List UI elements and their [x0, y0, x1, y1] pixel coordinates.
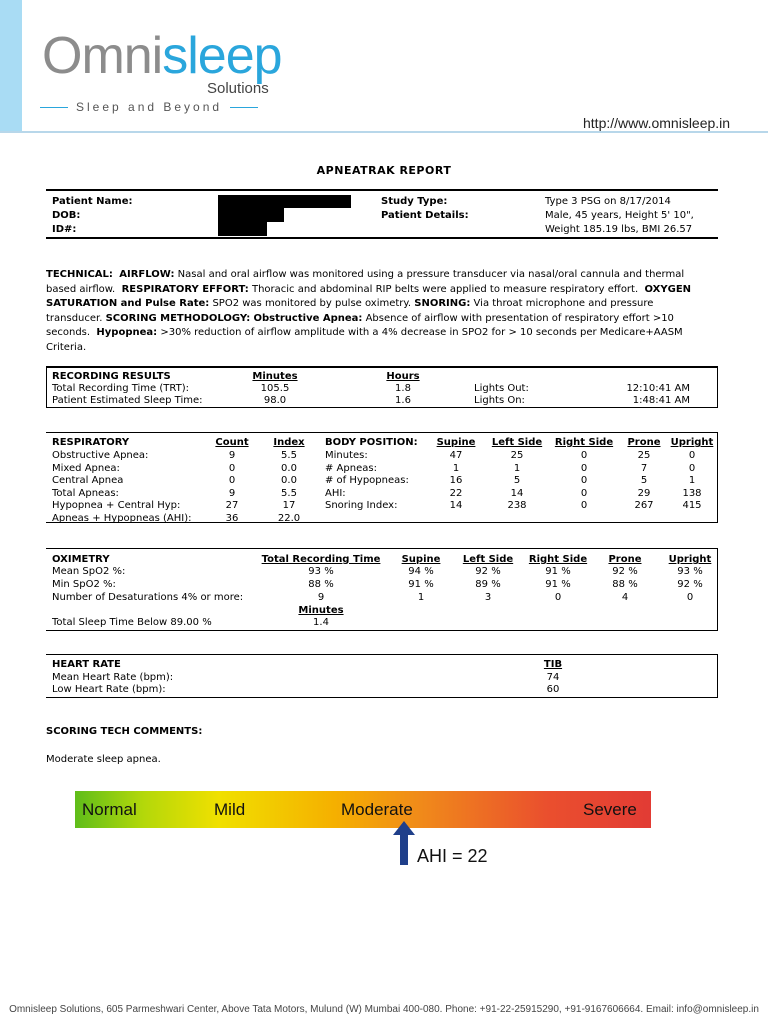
- logo-solutions: Solutions: [207, 80, 269, 97]
- body-position-col-header: Upright: [670, 437, 714, 448]
- header-divider: [0, 131, 768, 133]
- obstructive-text-cont: seconds.: [46, 327, 91, 338]
- ahi-label: AHI = 22: [417, 846, 488, 866]
- tagline-text: Sleep and Beyond: [76, 100, 223, 114]
- tib-header: TIB: [543, 659, 563, 670]
- respiratory-row-index: 0.0: [281, 462, 297, 474]
- oximetry-col-header: Total Recording Time: [261, 554, 381, 565]
- respiratory-header: RESPIRATORY: [52, 437, 130, 448]
- effort-text: Thoracic and abdominal RIP belts were applied to measure respiratory effort.: [248, 283, 639, 295]
- comments-text: Moderate sleep apnea.: [46, 754, 161, 765]
- dob-label: DOB:: [52, 210, 81, 221]
- saturation-text: SPO2 was monitored by pulse oximetry.: [209, 298, 412, 309]
- recording-row-minutes: 105.5: [260, 383, 290, 394]
- airflow-heading: AIRFLOW:: [119, 269, 175, 280]
- body-position-cell: 1: [513, 462, 521, 474]
- respiratory-row-index: 5.5: [281, 487, 297, 499]
- recording-minutes-header: Minutes: [252, 371, 298, 382]
- body-position-cell: 5: [513, 475, 521, 486]
- airflow-text: Nasal and oral airflow was monitored using a pressure transducer via nasal/oral cannula and thermal: [174, 269, 685, 280]
- study-type-value: Type 3 PSG on 8/17/2014: [545, 196, 671, 207]
- obstructive-text: Absence of airflow with presentation of respiratory effort >10: [362, 312, 674, 324]
- oxi-bottom-rule: [46, 630, 718, 631]
- body-position-cell: 0: [580, 450, 588, 461]
- hypopnea-text: >30% reduction of airflow amplitude with a 4% decrease in SPO2 for > 10 seconds per Medicare+AASM: [157, 327, 683, 338]
- body-position-cell: 16: [449, 475, 463, 486]
- respiratory-row-index: 17: [282, 500, 296, 511]
- body-position-cell: 1: [688, 475, 696, 486]
- body-position-cell: 1: [452, 462, 460, 474]
- heart-rate-header: HEART RATE: [52, 659, 121, 670]
- sleep-below-value: 1.4: [313, 617, 329, 628]
- snoring-text-cont: transducer.: [46, 312, 103, 324]
- body-position-row-label: Snoring Index:: [325, 500, 398, 511]
- id-label: ID#:: [52, 224, 77, 235]
- oximetry-cell: 91 %: [545, 579, 571, 590]
- recording-top-rule: [46, 366, 718, 368]
- hr-bottom-rule: [46, 697, 718, 698]
- patient-name-label: Patient Name:: [52, 196, 133, 207]
- comments-header: SCORING TECH COMMENTS:: [46, 726, 203, 737]
- patient-details-line1: Male, 45 years, Height 5' 10",: [545, 210, 694, 221]
- respiratory-row-index: 5.5: [281, 450, 297, 461]
- saturation-heading: SATURATION and Pulse Rate:: [46, 298, 210, 309]
- lights-out-value: 12:10:41 AM: [626, 383, 690, 394]
- body-position-cell: 138: [682, 487, 702, 499]
- respiratory-row-label: Total Apneas:: [52, 487, 119, 499]
- patient-top-rule: [46, 189, 718, 191]
- mean-hr-value: 74: [546, 672, 560, 683]
- respiratory-row-count: 9: [228, 450, 236, 461]
- hypopnea-heading: Hypopnea:: [96, 327, 158, 338]
- recording-row-label: Total Recording Time (TRT):: [52, 383, 189, 394]
- oximetry-cell: 4: [621, 592, 629, 603]
- oximetry-cell: 93 %: [677, 566, 703, 577]
- ahi-arrow-icon: [393, 821, 415, 865]
- effort-heading: RESPIRATORY EFFORT:: [121, 283, 249, 295]
- oximetry-col-header: Left Side: [462, 554, 514, 565]
- body-position-cell: 238: [507, 500, 527, 511]
- recording-right-rule: [717, 366, 718, 408]
- recording-hours-header: Hours: [386, 371, 420, 382]
- respiratory-row-count: 27: [225, 500, 239, 511]
- body-position-cell: 7: [640, 462, 648, 474]
- patient-details-label: Patient Details:: [381, 210, 469, 221]
- body-position-col-header: Supine: [436, 437, 476, 448]
- oximetry-col-header: Prone: [608, 554, 642, 565]
- low-hr-value: 60: [546, 684, 560, 695]
- oximetry-cell: 93 %: [308, 566, 334, 577]
- body-position-cell: 25: [637, 450, 651, 461]
- tagline: [40, 100, 258, 114]
- tech-line: [46, 297, 718, 312]
- respiratory-row-count: 0: [228, 475, 236, 486]
- footer-contact: Omnisleep Solutions, 605 Parmeshwari Center, Above Tata Motors, Mulund (W) Mumbai 400-080. Phone: +91-22-25915290, +91-9167606664. Email: info@omnisleep.in: [9, 1004, 759, 1015]
- resp-top-rule: [46, 432, 718, 433]
- redacted-id: [218, 222, 267, 236]
- oximetry-cell: 92 %: [475, 566, 501, 577]
- oximetry-cell: 0: [554, 592, 562, 603]
- body-position-col-header: Right Side: [554, 437, 614, 448]
- technical-paragraph: [46, 268, 718, 355]
- body-position-cell: 0: [580, 475, 588, 486]
- scale-label-severe: Severe: [583, 800, 637, 819]
- obstructive-heading: Obstructive Apnea:: [253, 312, 363, 324]
- recording-header: RECORDING RESULTS: [52, 371, 171, 382]
- oximetry-cell: 94 %: [408, 566, 434, 577]
- oximetry-row-label: Number of Desaturations 4% or more:: [52, 592, 244, 603]
- recording-left-rule: [46, 366, 47, 408]
- body-position-cell: 0: [580, 500, 588, 511]
- scale-label-mild: Mild: [214, 800, 246, 819]
- company-logo: [42, 27, 282, 85]
- body-position-cell: 0: [580, 462, 588, 474]
- body-position-col-header: Left Side: [491, 437, 543, 448]
- logo-text-omni: Omni: [42, 27, 163, 85]
- body-position-row-label: # of Hypopneas:: [325, 475, 409, 486]
- body-position-cell: 415: [682, 500, 702, 511]
- body-position-row-label: AHI:: [325, 487, 346, 499]
- body-position-cell: 14: [449, 500, 463, 511]
- scale-label-moderate: Moderate: [341, 800, 413, 819]
- oximetry-cell: 92 %: [612, 566, 638, 577]
- index-header: Index: [273, 437, 305, 448]
- oxi-top-rule: [46, 548, 718, 549]
- oximetry-cell: 88 %: [612, 579, 638, 590]
- body-position-cell: 47: [449, 450, 463, 461]
- recording-bottom-rule: [46, 407, 718, 408]
- oximetry-col-header: Supine: [401, 554, 441, 565]
- oxi-right-rule: [717, 548, 718, 631]
- snoring-heading: SNORING:: [414, 298, 471, 309]
- hypopnea-text-cont: Criteria.: [46, 341, 87, 353]
- hr-right-rule: [717, 654, 718, 698]
- lights-out-label: Lights Out:: [474, 383, 529, 394]
- scoring-heading: SCORING METHODOLOGY:: [105, 312, 251, 324]
- scale-label-normal: Normal: [82, 800, 137, 819]
- oximetry-cell: 3: [484, 592, 492, 603]
- body-position-header: BODY POSITION:: [325, 437, 418, 448]
- tech-line: [46, 283, 718, 298]
- oximetry-cell: 89 %: [475, 579, 501, 590]
- recording-row-hours: 1.8: [395, 383, 411, 394]
- oxi-minutes-header: Minutes: [298, 605, 344, 616]
- recording-row-hours: 1.6: [395, 395, 411, 406]
- respiratory-row-label: Central Apnea: [52, 475, 124, 486]
- oximetry-row-label: Min SpO2 %:: [52, 579, 116, 590]
- logo-text-sleep: sleep: [162, 27, 282, 85]
- resp-right-rule: [717, 432, 718, 523]
- tech-line: [46, 268, 718, 283]
- oximetry-cell: 92 %: [677, 579, 703, 590]
- oximetry-cell: 88 %: [308, 579, 334, 590]
- snoring-text: Via throat microphone and pressure: [470, 298, 654, 309]
- low-hr-label: Low Heart Rate (bpm):: [52, 684, 166, 695]
- respiratory-row-label: Mixed Apnea:: [52, 462, 120, 474]
- tech-line: [46, 312, 718, 327]
- oximetry-header: OXIMETRY: [52, 554, 110, 565]
- patient-bottom-rule: [46, 237, 718, 239]
- body-position-row-label: # Apneas:: [325, 462, 377, 474]
- mean-hr-label: Mean Heart Rate (bpm):: [52, 672, 174, 683]
- airflow-text-cont: based airflow.: [46, 283, 116, 295]
- sleep-below-label: Total Sleep Time Below 89.00 %: [52, 617, 212, 628]
- tech-heading: TECHNICAL:: [46, 269, 113, 280]
- body-position-cell: 5: [640, 475, 648, 486]
- body-position-cell: 14: [510, 487, 524, 499]
- respiratory-row-index: 22.0: [277, 512, 301, 524]
- body-position-cell: 22: [449, 487, 463, 499]
- body-position-cell: 0: [688, 462, 696, 474]
- hr-top-rule: [46, 654, 718, 655]
- respiratory-row-count: 9: [228, 487, 236, 499]
- severity-scale: [75, 791, 651, 828]
- tagline-rule-left: [40, 107, 68, 108]
- recording-row-minutes: 98.0: [263, 395, 287, 406]
- body-position-cell: 25: [510, 450, 524, 461]
- patient-details-line2: Weight 185.19 lbs, BMI 26.57: [545, 224, 693, 235]
- body-position-cell: 29: [637, 487, 651, 499]
- oximetry-cell: 0: [686, 592, 694, 603]
- oximetry-col-header: Right Side: [528, 554, 588, 565]
- oximetry-cell: 91 %: [408, 579, 434, 590]
- tagline-rule-right: [230, 107, 258, 108]
- report-title: APNEATRAK REPORT: [316, 164, 452, 177]
- respiratory-row-label: Apneas + Hypopneas (AHI):: [52, 512, 192, 524]
- header-accent-bar: [0, 0, 22, 132]
- respiratory-row-index: 0.0: [281, 475, 297, 486]
- website-link[interactable]: http://www.omnisleep.in: [583, 115, 731, 131]
- lights-on-value: 1:48:41 AM: [632, 395, 690, 406]
- body-position-row-label: Minutes:: [325, 450, 368, 461]
- body-position-cell: 0: [688, 450, 696, 461]
- oxygen-heading: OXYGEN: [644, 283, 692, 295]
- recording-row-label: Patient Estimated Sleep Time:: [52, 395, 203, 406]
- oximetry-cell: 1: [417, 592, 425, 603]
- body-position-col-header: Prone: [627, 437, 661, 448]
- respiratory-row-label: Obstructive Apnea:: [52, 450, 149, 461]
- respiratory-row-count: 36: [225, 512, 239, 524]
- tech-line: [46, 341, 718, 356]
- oximetry-col-header: Upright: [668, 554, 712, 565]
- oximetry-cell: 91 %: [545, 566, 571, 577]
- body-position-cell: 0: [580, 487, 588, 499]
- redacted-dob: [218, 208, 284, 222]
- respiratory-row-count: 0: [228, 462, 236, 474]
- count-header: Count: [215, 437, 249, 448]
- study-type-label: Study Type:: [381, 196, 448, 207]
- body-position-cell: 267: [634, 500, 654, 511]
- oximetry-row-label: Mean SpO2 %:: [52, 566, 126, 577]
- tech-line: [46, 326, 718, 341]
- oximetry-cell: 9: [317, 592, 325, 603]
- redacted-name: [218, 195, 351, 208]
- lights-on-label: Lights On:: [474, 395, 525, 406]
- respiratory-row-label: Hypopnea + Central Hyp:: [52, 500, 181, 511]
